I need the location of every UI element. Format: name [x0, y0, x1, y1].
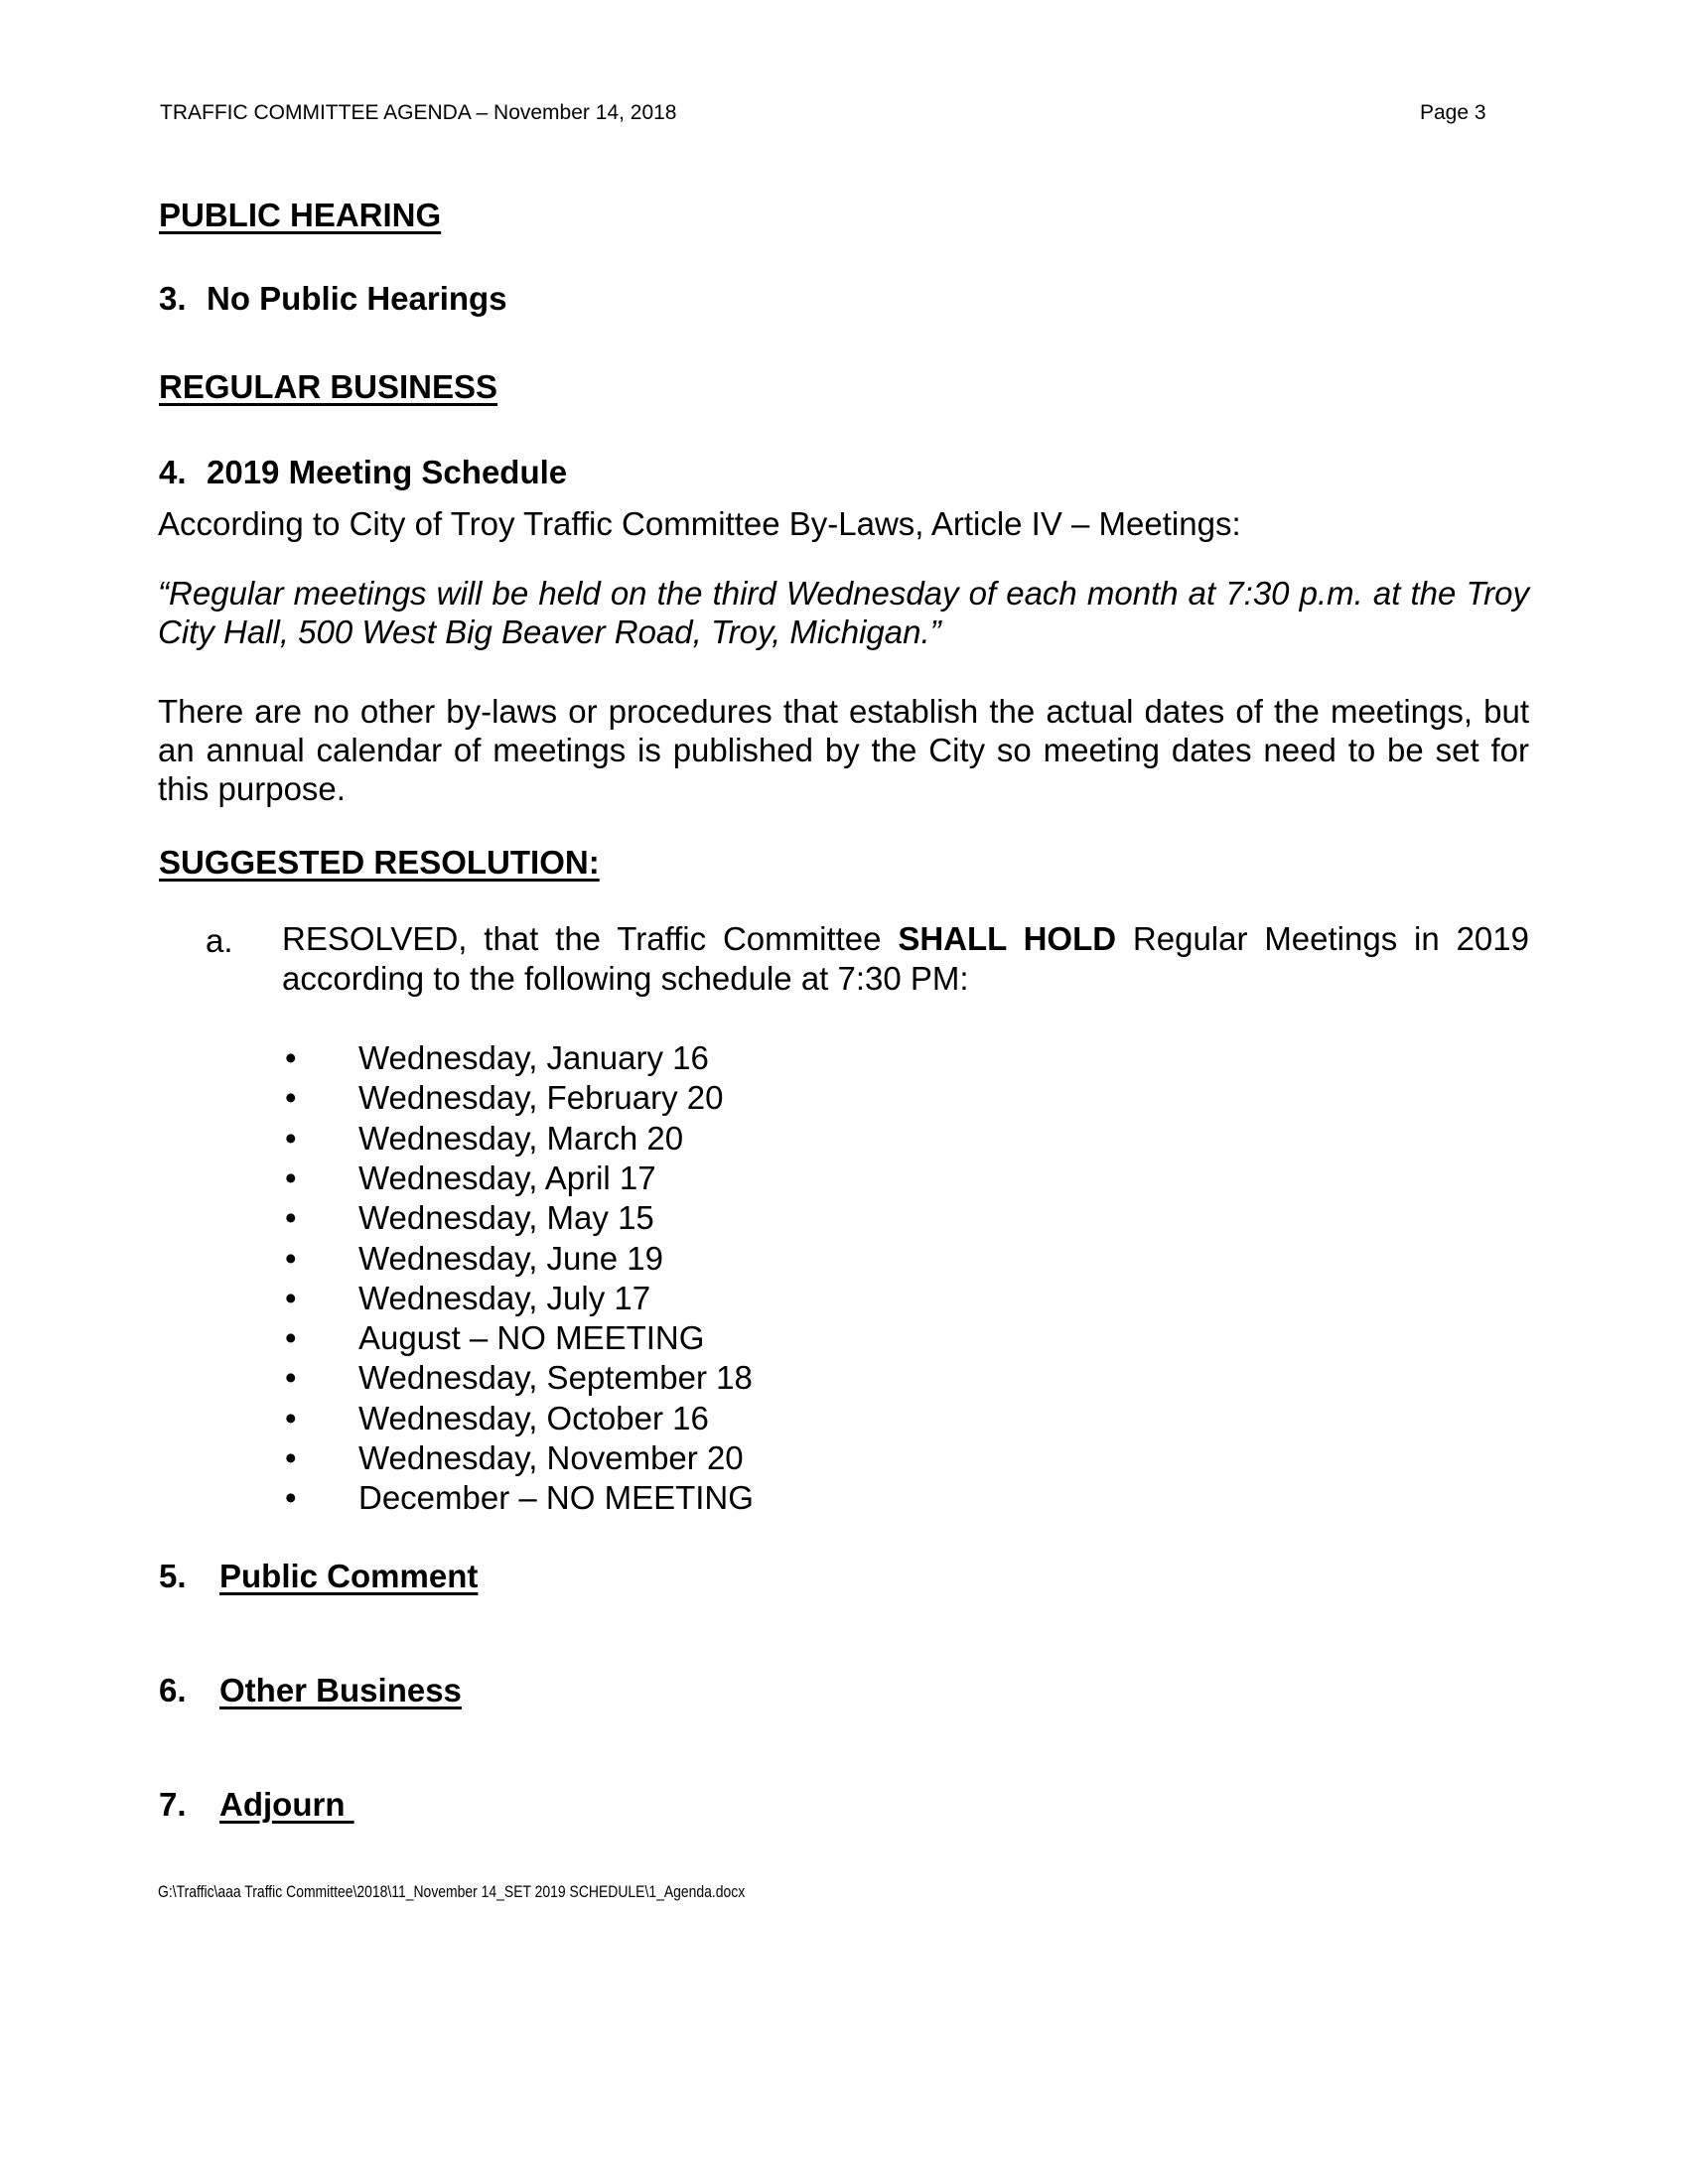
bylaws-quote: “Regular meetings will be held on the third Wednesday of each month at 7:30 p.m. at the Troy City Hall, 500 West Big Beaver Road, Troy, Michigan.”: [158, 575, 1529, 650]
bullet-icon: •: [285, 1159, 297, 1196]
item-3-number: 3.: [159, 280, 187, 317]
resolution-text-before: RESOLVED, that the Traffic Committee: [282, 920, 899, 957]
schedule-date: Wednesday, May 15: [358, 1199, 654, 1237]
schedule-date: Wednesday, January 16: [358, 1039, 709, 1076]
resolution-shall-hold: SHALL HOLD: [898, 920, 1117, 957]
section-heading-regular-business: REGULAR BUSINESS: [159, 368, 498, 405]
bullet-icon: •: [285, 1399, 297, 1436]
resolution-letter: a.: [206, 922, 233, 959]
schedule-date: Wednesday, March 20: [358, 1119, 684, 1157]
item-4-number: 4.: [159, 454, 187, 490]
meeting-dates-note: There are no other by-laws or procedures that establish the actual dates of the meetings, but an annual calendar of meetings is published by the City so meeting dates need to be set for this purpose.: [158, 693, 1529, 807]
item-6-number: 6.: [159, 1672, 187, 1708]
schedule-date: Wednesday, February 20: [358, 1079, 724, 1117]
section-heading-suggested-resolution: SUGGESTED RESOLUTION:: [159, 844, 600, 881]
schedule-date: Wednesday, November 20: [358, 1439, 744, 1476]
resolution-text-after: Regular Meetings in 2019 according to the following schedule at 7:30 PM:: [282, 920, 1529, 997]
schedule-date: December – NO MEETING: [358, 1479, 754, 1517]
item-7-number: 7.: [159, 1786, 187, 1823]
bullet-icon: •: [285, 1479, 297, 1517]
bullet-icon: •: [285, 1039, 297, 1076]
schedule-date: Wednesday, July 17: [358, 1279, 651, 1316]
bullet-icon: •: [285, 1279, 297, 1316]
bullet-icon: •: [285, 1239, 297, 1277]
schedule-date: August – NO MEETING: [358, 1319, 705, 1357]
bullet-icon: •: [285, 1199, 297, 1237]
file-path-footer: G:\Traffic\aaa Traffic Committee\2018\11_November 14_SET 2019 SCHEDULE\1_Agenda.docx: [158, 1882, 746, 1901]
schedule-date: Wednesday, April 17: [358, 1159, 656, 1196]
bullet-icon: •: [285, 1359, 297, 1397]
page-number: Page 3: [1420, 101, 1486, 124]
bylaws-intro-text: According to City of Troy Traffic Committee By-Laws, Article IV – Meetings:: [158, 505, 1241, 542]
item-5-title: Public Comment: [219, 1558, 479, 1594]
section-heading-public-hearing: PUBLIC HEARING: [159, 197, 442, 233]
schedule-date: Wednesday, October 16: [358, 1399, 709, 1436]
schedule-date: Wednesday, September 18: [358, 1359, 753, 1397]
bullet-icon: •: [285, 1119, 297, 1157]
document-header-title: TRAFFIC COMMITTEE AGENDA – November 14, 2018: [160, 101, 677, 124]
item-6-title: Other Business: [219, 1672, 462, 1708]
item-3-title: No Public Hearings: [207, 280, 507, 317]
bullet-icon: •: [285, 1439, 297, 1476]
schedule-date: Wednesday, June 19: [358, 1239, 663, 1277]
item-7-title: Adjourn: [219, 1786, 354, 1823]
resolution-text: [282, 919, 1529, 999]
bullet-icon: •: [285, 1079, 297, 1117]
bullet-icon: •: [285, 1319, 297, 1357]
item-4-title: 2019 Meeting Schedule: [207, 454, 568, 490]
item-5-number: 5.: [159, 1558, 187, 1594]
